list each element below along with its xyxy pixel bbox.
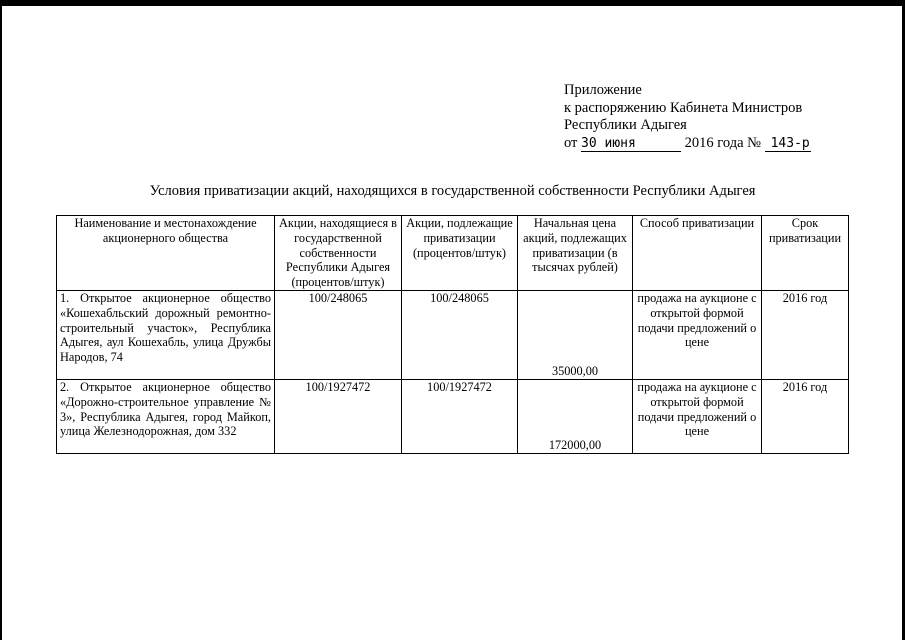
cell-method: продажа на аукционе с открытой формой подачи предложений о цене [633, 380, 762, 454]
document-number: 143-р [770, 135, 810, 151]
table-row [57, 380, 849, 454]
cell-company-name: 2. Открытое акционерное общество «Дорожно-строительное управление № 3», Республика Адыгея, город Майкоп, улица Железнодорожная, дом 332 [57, 380, 275, 454]
cell-company-name: 1. Открытое акционерное общество «Кошехабльский дорожный ремонтно-строительный участок», Республика Адыгея, аул Кошехабль, улица Дружбы Народов, 74 [57, 291, 275, 380]
table-row [57, 291, 849, 380]
table-header-row [57, 216, 849, 291]
header-term: Срок приватизации [762, 216, 849, 291]
appendix-line-1: Приложение [564, 82, 642, 98]
appendix-line-3: Республики Адыгея [564, 117, 687, 133]
scan-left-border [0, 0, 2, 640]
cell-term: 2016 год [762, 380, 849, 454]
date-day-month: 30 июня [581, 135, 636, 151]
cell-initial-price: 172000,00 [518, 380, 633, 454]
cell-shares-to-privatize: 100/1927472 [402, 380, 518, 454]
appendix-date-line [564, 135, 811, 153]
date-day-month-field [581, 136, 681, 152]
cell-initial-price: 35000,00 [518, 291, 633, 380]
cell-shares-to-privatize: 100/248065 [402, 291, 518, 380]
document-number-field [765, 136, 811, 152]
appendix-line-2: к распоряжению Кабинета Министров [564, 99, 803, 116]
document-title: Условия приватизации акций, находящихся в государственной собственности Республики Адыгея [149, 183, 756, 199]
header-shares-to-privatize: Акции, подлежащие приватизации (процентов/штук) [402, 216, 518, 291]
header-company-name: Наименование и местонахождение акционерного общества [57, 216, 275, 291]
scan-top-border [0, 0, 905, 6]
cell-method: продажа на аукционе с открытой формой подачи предложений о цене [633, 291, 762, 380]
header-method: Способ приватизации [633, 216, 762, 291]
header-initial-price: Начальная цена акций, подлежащих приватизации (в тысячах рублей) [518, 216, 633, 291]
privatization-table [56, 215, 849, 454]
cell-state-shares: 100/1927472 [275, 380, 402, 454]
cell-term: 2016 год [762, 291, 849, 380]
cell-state-shares: 100/248065 [275, 291, 402, 380]
date-year: 2016 года № [684, 134, 761, 151]
header-state-shares: Акции, находящиеся в государственной собственности Республики Адыгея (процентов/штук) [275, 216, 402, 291]
appendix-header [564, 82, 811, 152]
date-prefix: от [564, 134, 578, 151]
